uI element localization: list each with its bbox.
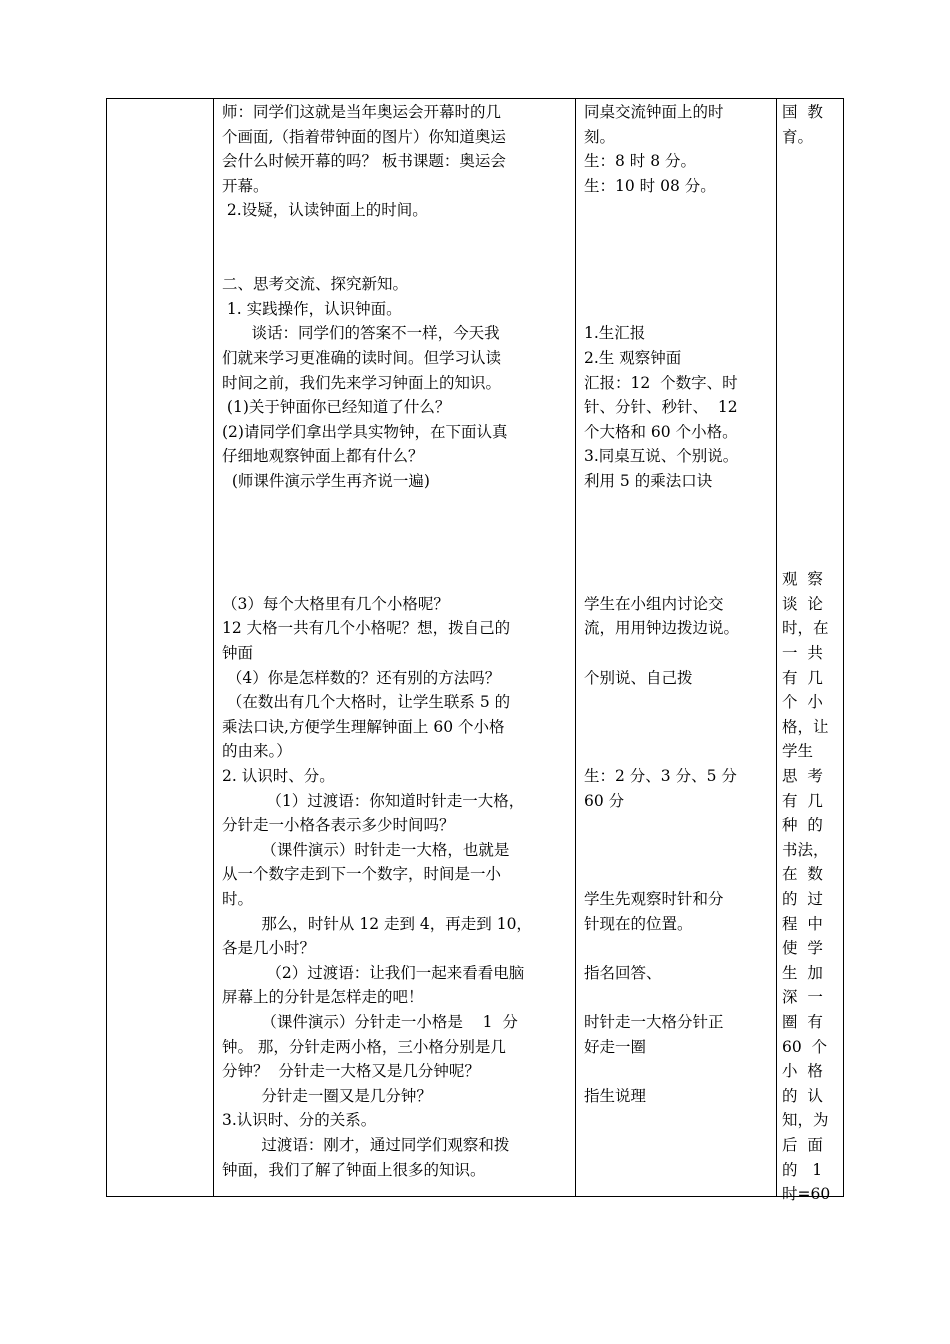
- teacher-text-line: 过渡语：刚才，通过同学们观察和拨: [222, 1135, 510, 1154]
- teacher-text-line: 开幕。: [222, 176, 269, 195]
- student-text-line: 刻。: [584, 127, 616, 146]
- student-text-line: 针现在的位置。: [584, 914, 693, 933]
- student-text-line: 个别说、自己拨: [584, 668, 693, 687]
- note-text-line: [782, 272, 842, 297]
- student-text-line: 汇报：12 个数字、时: [584, 373, 738, 392]
- note-text-line: 种 的: [782, 816, 823, 835]
- teacher-text-line: 分钟？ 分针走一大格又是几分钟呢？: [222, 1062, 480, 1081]
- teacher-text-line: [222, 518, 574, 543]
- note-text-line: [782, 518, 842, 543]
- teacher-text-line: 乘法口诀,方便学生理解钟面上 60 个小格: [222, 717, 505, 736]
- teacher-text-line: 们就来学习更准确的读时间。但学习认读: [222, 348, 502, 367]
- note-text-line: [782, 395, 842, 420]
- teacher-text-line: [222, 223, 574, 248]
- teacher-text-line: 师：同学们这就是当年奥运会开幕时的几: [222, 103, 502, 121]
- student-text-line: 生：2 分、3 分、5 分: [584, 767, 737, 786]
- student-text-line: [584, 862, 774, 887]
- note-text-line: [782, 321, 842, 346]
- note-text-line: 时，在: [782, 619, 829, 638]
- note-text-line: 的 认: [782, 1086, 823, 1105]
- note-text-line: 育。: [782, 127, 814, 146]
- note-text-line: 程 中: [782, 914, 823, 933]
- note-text-line: [782, 223, 842, 248]
- student-text-line: 指名回答、: [584, 963, 662, 982]
- student-text-line: 时针走一大格分针正: [584, 1012, 724, 1031]
- teacher-text-line: 分针走一圈又是几分钟？: [222, 1086, 432, 1105]
- teacher-text-line: （课件演示）时针走一大格，也就是: [222, 840, 510, 859]
- student-text-line: [584, 641, 774, 666]
- note-text-line: 格，让: [782, 717, 829, 736]
- teacher-text-line: （4）你是怎样数的？还有别的方法吗？: [222, 668, 501, 687]
- student-text-line: [584, 198, 774, 223]
- teacher-text-line: 从一个数字走到下一个数字，时间是一小: [222, 865, 502, 884]
- teacher-text-line: 分针走一小格各表示多少时间吗？: [222, 816, 455, 835]
- note-text-line: 一 共: [782, 644, 823, 663]
- teacher-text-line: 时间之前，我们先来学习钟面上的知识。: [222, 373, 502, 392]
- student-text-line: [584, 715, 774, 740]
- note-text-line: [782, 198, 842, 223]
- note-text-line: 书法，: [782, 840, 829, 859]
- student-text-line: [584, 272, 774, 297]
- student-text-line: 利用 5 的乘法口诀: [584, 471, 713, 490]
- note-text-line: 在 数: [782, 865, 823, 884]
- student-text-line: [584, 494, 774, 519]
- student-text-line: 生：8 时 8 分。: [584, 152, 697, 171]
- teacher-text-line: [222, 567, 574, 592]
- student-text-line: [584, 739, 774, 764]
- student-text-line: [584, 518, 774, 543]
- note-text-line: 思 考: [782, 767, 823, 786]
- teacher-text-line: （2）过渡语：让我们一起来看看电脑: [222, 963, 525, 982]
- teacher-text-line: （在数出有几个大格时，让学生联系 5 的: [222, 693, 511, 712]
- note-text-line: [782, 494, 842, 519]
- note-text-line: [782, 469, 842, 494]
- column-divider: [575, 98, 576, 1197]
- student-text-line: 学生在小组内讨论交: [584, 594, 724, 613]
- student-text-line: [584, 985, 774, 1010]
- teacher-text-line: 钟。 那，分针走两小格，三小格分别是几: [222, 1037, 506, 1056]
- student-text-line: 学生先观察时针和分: [584, 890, 724, 908]
- student-text-line: [584, 543, 774, 568]
- note-text-line: [782, 543, 842, 568]
- teacher-text-line: 个画面,（指着带钟面的图片）你知道奥运: [222, 127, 506, 146]
- teacher-text-line: （课件演示）分针走一小格是 1 分: [222, 1012, 518, 1031]
- note-text-line: 使 学: [782, 939, 823, 958]
- teacher-text-line: 仔细地观察钟面上都有什么？: [222, 447, 424, 466]
- student-text-line: [584, 248, 774, 273]
- note-text-line: 60 个: [782, 1037, 828, 1056]
- teacher-text-line: (2)请同学们拿出学具实物钟，在下面认真: [222, 422, 508, 441]
- note-text-line: 小 格: [782, 1062, 823, 1081]
- teacher-text-line: 屏幕上的分针是怎样走的吧！: [222, 988, 424, 1007]
- note-text-line: [782, 248, 842, 273]
- note-text-line: 后 面: [782, 1135, 823, 1154]
- note-text-line: [782, 174, 842, 199]
- column-divider: [776, 98, 777, 1197]
- teacher-text-line: 12 大格一共有几个小格呢？想，拨自己的: [222, 619, 511, 638]
- teacher-text-line: [222, 494, 574, 519]
- teacher-text-line: 1. 实践操作，认识钟面。: [222, 299, 402, 318]
- student-text-line: 60 分: [584, 791, 625, 810]
- student-activity-column: [584, 100, 774, 1182]
- note-text-line: 观 察: [782, 570, 823, 589]
- student-text-line: 1.生汇报: [584, 324, 646, 343]
- student-text-line: [584, 1059, 774, 1084]
- column-divider: [213, 98, 214, 1197]
- teacher-text-line: [222, 248, 574, 273]
- note-text-line: 有 几: [782, 791, 823, 810]
- teacher-text-line: 3.认识时、分的关系。: [222, 1111, 377, 1130]
- student-text-line: [584, 813, 774, 838]
- note-text-line: 有 几: [782, 668, 823, 687]
- student-text-line: 流，用用钟边拨边说。: [584, 619, 740, 638]
- teacher-text-line: [222, 543, 574, 568]
- note-text-line: 时=60: [782, 1185, 831, 1204]
- teacher-text-line: 时。: [222, 890, 254, 908]
- teacher-text-line: （3）每个大格里有几个小格呢？: [222, 594, 449, 613]
- student-text-line: 针、分针、秒针、 12: [584, 398, 738, 417]
- student-text-line: [584, 690, 774, 715]
- note-text-line: 的 1: [782, 1160, 823, 1179]
- student-text-line: 指生说理: [584, 1086, 647, 1105]
- teacher-text-line: (1)关于钟面你已经知道了什么？: [222, 398, 451, 417]
- note-text-line: 谈 论: [782, 594, 823, 613]
- note-text-line: [782, 297, 842, 322]
- teacher-text-line: 2.设疑，认读钟面上的时间。: [222, 201, 428, 220]
- student-text-line: 生：10 时 08 分。: [584, 176, 716, 195]
- teacher-text-line: （1）过渡语：你知道时针走一大格，: [222, 791, 525, 810]
- note-text-line: 圈 有: [782, 1012, 823, 1031]
- note-text-line: [782, 420, 842, 445]
- student-text-line: [584, 838, 774, 863]
- note-text-line: [782, 371, 842, 396]
- teacher-text-line: (师课件演示学生再齐说一遍): [222, 471, 430, 490]
- student-text-line: [584, 1108, 774, 1133]
- teacher-text-line: 2. 认识时、分。: [222, 767, 335, 786]
- student-text-line: [584, 223, 774, 248]
- note-text-line: 生 加: [782, 963, 823, 982]
- teacher-text-line: 二、思考交流、探究新知。: [222, 275, 409, 294]
- teacher-text-line: 钟面，我们了解了钟面上很多的知识。: [222, 1160, 486, 1179]
- note-text-line: [782, 149, 842, 174]
- note-text-line: [782, 444, 842, 469]
- note-text-line: [782, 346, 842, 371]
- teacher-text-line: 各是几小时？: [222, 939, 316, 958]
- note-text-line: 知，为: [782, 1111, 829, 1130]
- note-text-line: 深 一: [782, 988, 823, 1007]
- student-text-line: 2.生 观察钟面: [584, 348, 682, 367]
- note-text-line: 学生: [782, 742, 814, 761]
- teacher-text-line: 谈话：同学们的答案不一样，今天我: [222, 324, 500, 343]
- note-text-line: 个 小: [782, 693, 823, 712]
- note-text-line: 的 过: [782, 890, 823, 908]
- student-text-line: 3.同桌互说、个别说。: [584, 447, 739, 466]
- teacher-text-line: 会什么时候开幕的吗？ 板书课题：奥运会: [222, 152, 506, 171]
- student-text-line: [584, 1158, 774, 1183]
- student-text-line: 好走一圈: [584, 1037, 647, 1056]
- student-text-line: [584, 936, 774, 961]
- note-text-line: 国 教: [782, 103, 823, 121]
- teacher-text-line: 那么，时针从 12 走到 4，再走到 10，: [222, 914, 532, 933]
- student-text-line: [584, 1133, 774, 1158]
- student-text-line: [584, 297, 774, 322]
- teacher-text-line: 的由来。）: [222, 742, 292, 761]
- design-intent-column: [782, 100, 842, 1207]
- teacher-activity-column: [222, 100, 574, 1182]
- student-text-line: 同桌交流钟面上的时: [584, 103, 724, 121]
- teacher-text-line: 钟面: [222, 644, 254, 663]
- student-text-line: [584, 567, 774, 592]
- student-text-line: 个大格和 60 个小格。: [584, 422, 738, 441]
